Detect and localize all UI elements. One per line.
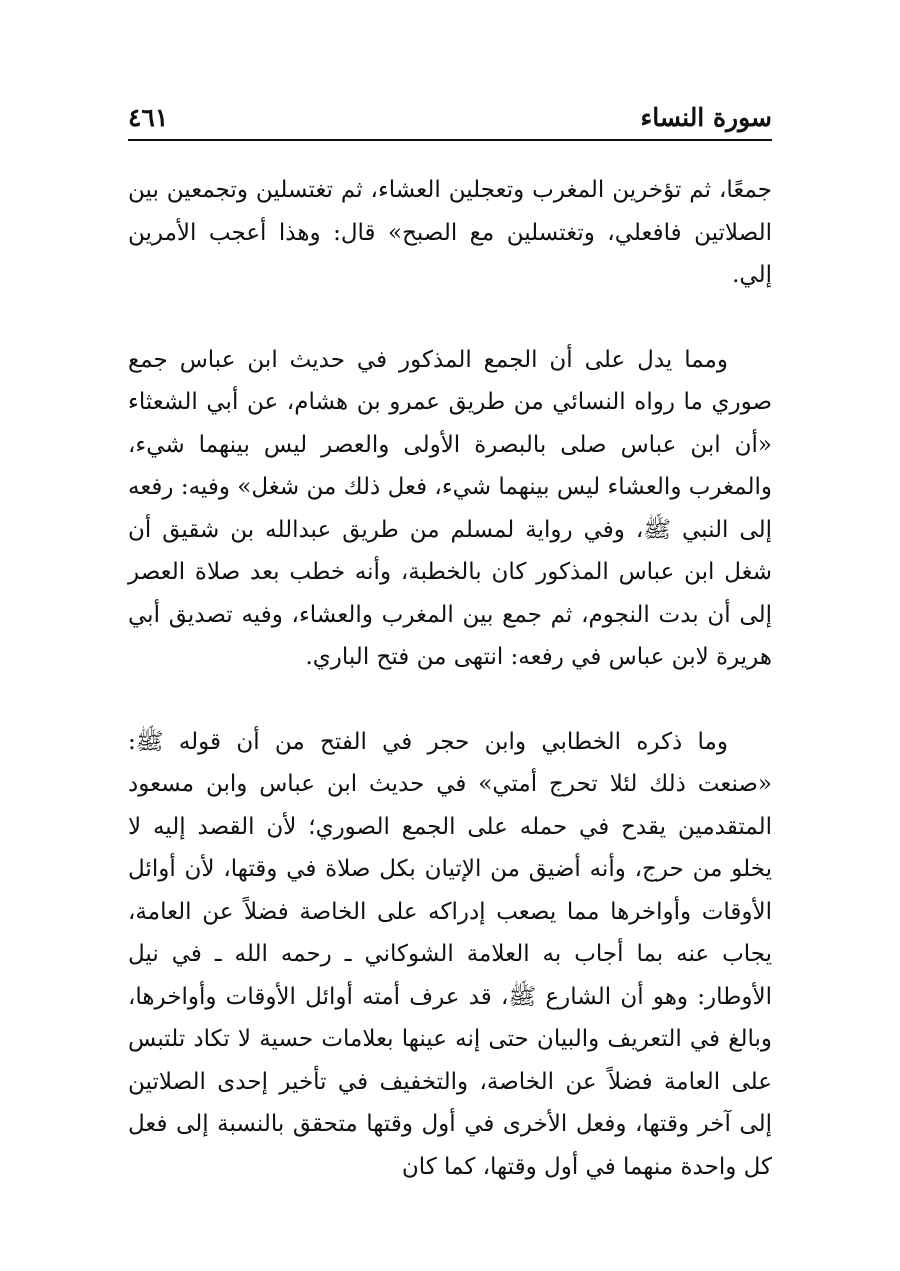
paragraph-spacer (128, 679, 772, 721)
book-page (128, 95, 772, 1188)
paragraph-khattabi-response: وما ذكره الخطابي وابن حجر في الفتح من أن قوله ﷺ: «صنعت ذلك لئلا تحرج أمتي» في حديث ابن عباس وابن مسعود المتقدمين يقدح في حمله على الجمع الصوري؛ لأن القصد إليه لا يخلو من حرج، وأنه أضيق من الإتيان بكل صلاة في وقتها، لأن أوائل الأوقات وأواخرها مما يصعب إدراكه على الخاصة فضلاً عن العامة، يجاب عنه بما أجاب به العلامة الشوكاني ـ رحمه الله ـ في نيل الأوطار: وهو أن الشارع ﷺ، قد عرف أمته أوائل الأوقات وأواخرها، وبالغ في التعريف والبيان حتى إنه عينها بعلامات حسية لا تكاد تلتبس على العامة فضلاً عن الخاصة، والتخفيف في تأخير إحدى الصلاتين إلى آخر وقتها، وفعل الأخرى في أول وقتها متحقق بالنسبة إلى فعل كل واحدة منهما في أول وقتها، كما كان (128, 728, 772, 1180)
running-header (128, 95, 772, 141)
page-number: ٤٦١ (128, 103, 169, 132)
paragraph-surie-jam: ومما يدل على أن الجمع المذكور في حديث ابن عباس جمع صوري ما رواه النسائي من طريق عمرو بن هشام، عن أبي الشعثاء «أن ابن عباس صلى بالبصرة الأولى والعصر ليس بينهما شيء، والمغرب والعشاء ليس بينهما شيء، فعل ذلك من شغل» وفيه: رفعه إلى النبي ﷺ، وفي رواية لمسلم من طريق عبدالله بن شقيق أن شغل ابن عباس المذكور كان بالخطبة، وأنه خطب بعد صلاة العصر إلى أن بدت النجوم، ثم جمع بين المغرب والعشاء، وفيه تصديق أبي هريرة لابن عباس في رفعه: انتهى من فتح الباري. (128, 346, 772, 670)
paragraph-spacer (128, 297, 772, 339)
surah-title: سورة النساء (640, 103, 772, 132)
paragraph-continuation: جمعًا، ثم تؤخرين المغرب وتعجلين العشاء، ثم تغتسلين وتجمعين بين الصلاتين فافعلي، وتغتسلين مع الصبح» قال: وهذا أعجب الأمرين إلي. (128, 177, 772, 288)
page-content (128, 169, 772, 1188)
